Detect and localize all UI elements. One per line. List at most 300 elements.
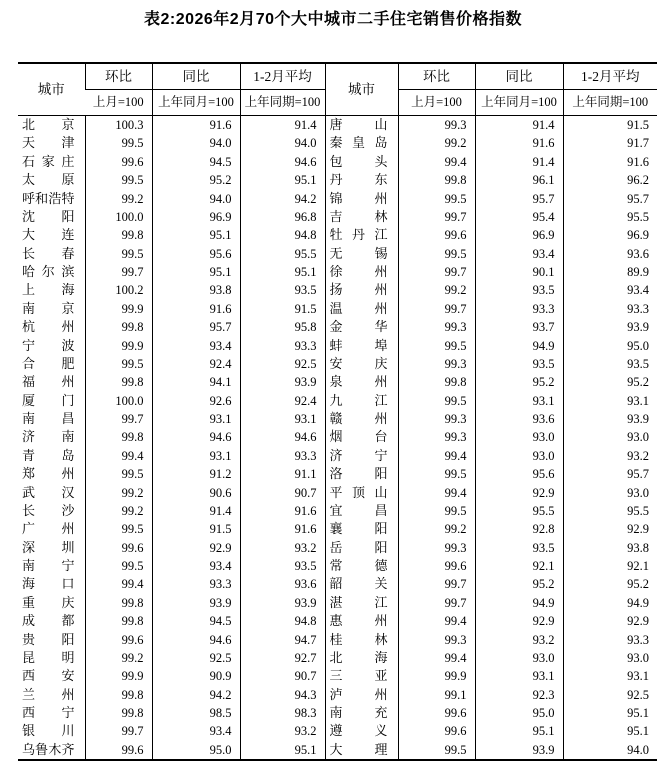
city-cell-right: 遵义 (325, 722, 398, 740)
mom-value-right: 99.3 (398, 116, 475, 135)
yoy-value-left: 94.0 (152, 190, 240, 208)
table-row (18, 134, 657, 152)
city-cell-left: 合肥 (22, 355, 75, 371)
avg-value-right: 96.9 (563, 226, 657, 244)
mom-value-right: 99.4 (398, 153, 475, 171)
avg-value-left: 90.7 (240, 667, 325, 685)
mom-value-left: 100.2 (85, 281, 152, 299)
avg-value-left: 93.9 (240, 373, 325, 391)
table-row (18, 447, 657, 465)
header-yoy-base-left: 上年同月=100 (152, 90, 240, 116)
mom-value-right: 99.8 (398, 171, 475, 189)
city-cell-right: 桂林 (325, 631, 398, 649)
avg-value-right: 93.1 (563, 392, 657, 410)
yoy-value-right: 95.2 (475, 373, 563, 391)
mom-value-right: 99.2 (398, 281, 475, 299)
yoy-value-left: 95.1 (152, 226, 240, 244)
mom-value-left: 99.9 (85, 667, 152, 685)
city-cell-right: 泉州 (325, 373, 398, 391)
avg-value-right: 93.6 (563, 245, 657, 263)
avg-value-right: 93.0 (563, 428, 657, 446)
yoy-value-right: 95.7 (475, 190, 563, 208)
avg-value-left: 95.5 (240, 245, 325, 263)
avg-value-right: 95.2 (563, 373, 657, 391)
city-cell-right: 扬州 (325, 281, 398, 299)
avg-value-right: 93.3 (563, 300, 657, 318)
city-cell-left: 长春 (22, 245, 75, 261)
city-cell-left: 乌鲁木齐 (22, 741, 75, 757)
mom-value-left: 100.3 (85, 116, 152, 135)
avg-value-left: 98.3 (240, 704, 325, 722)
city-cell-right: 宜昌 (325, 502, 398, 520)
city-cell-left: 南宁 (22, 558, 75, 573)
yoy-value-right: 92.9 (475, 484, 563, 502)
table-row (18, 337, 657, 355)
mom-value-left: 99.8 (85, 686, 152, 704)
avg-value-right: 96.2 (563, 171, 657, 189)
avg-value-left: 93.6 (240, 575, 325, 593)
avg-value-left: 93.2 (240, 539, 325, 557)
avg-value-right: 93.8 (563, 539, 657, 557)
yoy-value-left: 95.6 (152, 245, 240, 263)
city-cell-right: 牡丹江 (325, 226, 398, 244)
city-cell-right: 秦皇岛 (325, 134, 398, 152)
yoy-value-right: 93.9 (475, 741, 563, 760)
yoy-value-right: 93.5 (475, 355, 563, 373)
city-cell-right: 丹东 (325, 171, 398, 189)
table-row (18, 171, 657, 189)
city-cell-left: 海口 (22, 576, 75, 592)
city-cell-left: 宁波 (22, 337, 75, 353)
yoy-value-right: 95.1 (475, 722, 563, 740)
mom-value-left: 99.2 (85, 502, 152, 520)
city-cell-left: 深圳 (22, 539, 75, 555)
yoy-value-left: 93.1 (152, 447, 240, 465)
city-cell-right: 烟台 (325, 428, 398, 446)
mom-value-right: 99.6 (398, 722, 475, 740)
avg-value-right: 92.1 (563, 557, 657, 575)
avg-value-left: 91.6 (240, 520, 325, 538)
avg-value-right: 91.6 (563, 153, 657, 171)
yoy-value-left: 93.4 (152, 337, 240, 355)
header-avg-right: 1-2月平均 (563, 63, 657, 90)
avg-value-left: 93.9 (240, 594, 325, 612)
avg-value-left: 92.7 (240, 649, 325, 667)
table-row (18, 116, 657, 135)
city-cell-left: 广州 (22, 521, 75, 537)
avg-value-left: 92.4 (240, 392, 325, 410)
yoy-value-right: 93.6 (475, 410, 563, 428)
city-cell-left: 南京 (22, 300, 75, 316)
yoy-value-left: 93.1 (152, 410, 240, 428)
yoy-value-left: 92.5 (152, 649, 240, 667)
city-cell-right: 泸州 (325, 686, 398, 704)
avg-value-left: 91.5 (240, 300, 325, 318)
avg-value-left: 93.3 (240, 337, 325, 355)
city-cell-right: 大理 (325, 741, 398, 760)
city-cell-left: 呼和浩特 (22, 190, 75, 206)
mom-value-right: 99.3 (398, 410, 475, 428)
city-cell-left: 长沙 (22, 502, 75, 518)
mom-value-left: 99.8 (85, 428, 152, 446)
city-cell-right: 金华 (325, 318, 398, 336)
table-row (18, 153, 657, 171)
yoy-value-right: 90.1 (475, 263, 563, 281)
table-row (18, 539, 657, 557)
city-cell-right: 惠州 (325, 612, 398, 630)
city-cell-right: 九江 (325, 392, 398, 410)
mom-value-right: 99.5 (398, 337, 475, 355)
header-yoy-left: 同比 (152, 63, 240, 90)
city-cell-left: 昆明 (22, 649, 75, 665)
table-row (18, 594, 657, 612)
header-yoy-base-right: 上年同月=100 (475, 90, 563, 116)
mom-value-right: 99.3 (398, 539, 475, 557)
city-cell-left: 北京 (18, 116, 85, 135)
price-index-table (18, 62, 657, 761)
city-cell-right: 常德 (325, 557, 398, 575)
mom-value-right: 99.8 (398, 373, 475, 391)
mom-value-right: 99.7 (398, 300, 475, 318)
yoy-value-left: 92.6 (152, 392, 240, 410)
city-cell-left: 西宁 (22, 705, 75, 720)
city-cell-left: 成都 (22, 613, 75, 629)
yoy-value-left: 93.3 (152, 575, 240, 593)
table-row (18, 318, 657, 336)
yoy-value-right: 93.5 (475, 281, 563, 299)
yoy-value-right: 91.4 (475, 116, 563, 135)
city-cell-right: 徐州 (325, 263, 398, 281)
yoy-value-right: 93.7 (475, 318, 563, 336)
yoy-value-left: 95.2 (152, 171, 240, 189)
city-cell-right: 济宁 (325, 447, 398, 465)
city-cell-right: 蚌埠 (325, 337, 398, 355)
yoy-value-left: 92.4 (152, 355, 240, 373)
yoy-value-right: 94.9 (475, 594, 563, 612)
city-cell-right: 安庆 (325, 355, 398, 373)
city-cell-left: 银川 (22, 723, 75, 739)
yoy-value-right: 96.9 (475, 226, 563, 244)
table-row (18, 575, 657, 593)
header-city-right: 城市 (325, 63, 398, 116)
yoy-value-left: 90.6 (152, 484, 240, 502)
mom-value-right: 99.5 (398, 245, 475, 263)
mom-value-right: 99.6 (398, 704, 475, 722)
yoy-value-right: 93.3 (475, 300, 563, 318)
table-row (18, 612, 657, 630)
city-cell-left: 太原 (22, 172, 75, 188)
city-cell-right: 韶关 (325, 575, 398, 593)
table-row (18, 428, 657, 446)
yoy-value-right: 91.4 (475, 153, 563, 171)
table-row (18, 741, 657, 760)
avg-value-left: 94.3 (240, 686, 325, 704)
city-cell-right: 岳阳 (325, 539, 398, 557)
yoy-value-right: 95.4 (475, 208, 563, 226)
city-cell-left: 哈尔滨 (22, 264, 75, 279)
city-cell-right: 北海 (325, 649, 398, 667)
city-cell-right: 洛阳 (325, 465, 398, 483)
avg-value-left: 91.6 (240, 502, 325, 520)
table-row (18, 631, 657, 649)
header-mom-left: 环比 (85, 63, 152, 90)
yoy-value-left: 91.6 (152, 300, 240, 318)
yoy-value-left: 94.5 (152, 612, 240, 630)
table-header (18, 63, 657, 116)
yoy-value-right: 92.8 (475, 520, 563, 538)
mom-value-right: 99.7 (398, 263, 475, 281)
city-cell-right: 南充 (325, 704, 398, 722)
table-row (18, 520, 657, 538)
mom-value-left: 99.2 (85, 649, 152, 667)
table-row (18, 245, 657, 263)
city-cell-left: 沈阳 (22, 208, 75, 224)
mom-value-right: 99.3 (398, 318, 475, 336)
avg-value-left: 94.6 (240, 153, 325, 171)
mom-value-right: 99.7 (398, 575, 475, 593)
mom-value-left: 99.8 (85, 704, 152, 722)
city-cell-left: 重庆 (22, 594, 75, 610)
yoy-value-left: 98.5 (152, 704, 240, 722)
yoy-value-left: 94.0 (152, 134, 240, 152)
avg-value-right: 95.5 (563, 208, 657, 226)
mom-value-right: 99.5 (398, 392, 475, 410)
yoy-value-left: 93.8 (152, 281, 240, 299)
city-cell-right: 襄阳 (325, 520, 398, 538)
avg-value-right: 94.9 (563, 594, 657, 612)
yoy-value-left: 95.1 (152, 263, 240, 281)
yoy-value-right: 93.4 (475, 245, 563, 263)
mom-value-right: 99.5 (398, 502, 475, 520)
table-row (18, 484, 657, 502)
header-avg-base-left: 上年同期=100 (240, 90, 325, 116)
city-cell-right: 锦州 (325, 190, 398, 208)
yoy-value-right: 93.2 (475, 631, 563, 649)
table-row (18, 667, 657, 685)
city-cell-left: 石家庄 (22, 153, 75, 169)
mom-value-right: 99.5 (398, 190, 475, 208)
mom-value-right: 99.9 (398, 667, 475, 685)
mom-value-left: 99.6 (85, 153, 152, 171)
table-row (18, 722, 657, 740)
yoy-value-left: 94.5 (152, 153, 240, 171)
city-cell-left: 贵阳 (22, 631, 75, 647)
avg-value-left: 94.8 (240, 612, 325, 630)
avg-value-left: 94.6 (240, 428, 325, 446)
mom-value-left: 99.4 (85, 575, 152, 593)
avg-value-right: 95.0 (563, 337, 657, 355)
mom-value-left: 99.6 (85, 631, 152, 649)
mom-value-left: 99.8 (85, 612, 152, 630)
avg-value-right: 95.1 (563, 704, 657, 722)
mom-value-left: 99.7 (85, 263, 152, 281)
avg-value-left: 93.5 (240, 557, 325, 575)
avg-value-right: 93.4 (563, 281, 657, 299)
mom-value-left: 99.8 (85, 318, 152, 336)
avg-value-right: 92.9 (563, 520, 657, 538)
table-row (18, 281, 657, 299)
avg-value-right: 91.5 (563, 116, 657, 135)
avg-value-left: 94.7 (240, 631, 325, 649)
mom-value-left: 100.0 (85, 392, 152, 410)
yoy-value-right: 93.1 (475, 667, 563, 685)
avg-value-right: 92.5 (563, 686, 657, 704)
mom-value-right: 99.2 (398, 520, 475, 538)
mom-value-left: 100.0 (85, 208, 152, 226)
yoy-value-right: 94.9 (475, 337, 563, 355)
city-cell-right: 赣州 (325, 410, 398, 428)
mom-value-right: 99.7 (398, 594, 475, 612)
mom-value-right: 99.2 (398, 134, 475, 152)
yoy-value-right: 92.3 (475, 686, 563, 704)
avg-value-right: 93.0 (563, 484, 657, 502)
city-cell-left: 杭州 (22, 319, 75, 335)
mom-value-left: 99.6 (85, 539, 152, 557)
mom-value-left: 99.7 (85, 410, 152, 428)
city-cell-right: 包头 (325, 153, 398, 171)
mom-value-left: 99.5 (85, 171, 152, 189)
avg-value-right: 93.1 (563, 667, 657, 685)
table-row (18, 392, 657, 410)
mom-value-left: 99.5 (85, 465, 152, 483)
city-cell-left: 西安 (22, 668, 75, 684)
yoy-value-left: 94.2 (152, 686, 240, 704)
mom-value-right: 99.6 (398, 226, 475, 244)
header-city-left: 城市 (37, 82, 65, 97)
yoy-value-left: 93.4 (152, 722, 240, 740)
mom-value-left: 99.9 (85, 300, 152, 318)
mom-value-left: 99.8 (85, 226, 152, 244)
avg-value-left: 95.8 (240, 318, 325, 336)
city-cell-left: 青岛 (22, 447, 75, 463)
city-cell-left: 济南 (22, 429, 75, 445)
header-mom-base-left: 上月=100 (92, 95, 144, 109)
avg-value-left: 96.8 (240, 208, 325, 226)
mom-value-left: 99.5 (85, 355, 152, 373)
city-cell-left: 上海 (22, 282, 75, 298)
avg-value-right: 95.2 (563, 575, 657, 593)
city-cell-right: 温州 (325, 300, 398, 318)
avg-value-left: 94.0 (240, 134, 325, 152)
mom-value-right: 99.5 (398, 465, 475, 483)
yoy-value-right: 95.6 (475, 465, 563, 483)
mom-value-left: 99.2 (85, 190, 152, 208)
mom-value-right: 99.6 (398, 557, 475, 575)
mom-value-left: 99.5 (85, 520, 152, 538)
yoy-value-right: 93.0 (475, 428, 563, 446)
yoy-value-left: 91.4 (152, 502, 240, 520)
yoy-value-left: 92.9 (152, 539, 240, 557)
table-row (18, 686, 657, 704)
city-cell-left: 大连 (22, 227, 75, 243)
mom-value-right: 99.1 (398, 686, 475, 704)
mom-value-left: 99.7 (85, 722, 152, 740)
city-cell-left: 武汉 (22, 484, 75, 500)
avg-value-right: 92.9 (563, 612, 657, 630)
table-body (18, 116, 657, 761)
mom-value-left: 99.5 (85, 134, 152, 152)
yoy-value-right: 93.1 (475, 392, 563, 410)
header-mom-base-right: 上月=100 (398, 90, 475, 116)
yoy-value-left: 94.6 (152, 631, 240, 649)
table-row (18, 465, 657, 483)
mom-value-left: 99.5 (85, 557, 152, 575)
city-cell-right: 无锡 (325, 245, 398, 263)
avg-value-right: 93.0 (563, 649, 657, 667)
table-row (18, 226, 657, 244)
header-mom-right: 环比 (398, 63, 475, 90)
yoy-value-left: 94.1 (152, 373, 240, 391)
avg-value-left: 94.2 (240, 190, 325, 208)
avg-value-right: 95.7 (563, 465, 657, 483)
yoy-value-left: 91.5 (152, 520, 240, 538)
yoy-value-left: 95.0 (152, 741, 240, 760)
city-cell-right: 湛江 (325, 594, 398, 612)
avg-value-right: 95.5 (563, 502, 657, 520)
mom-value-right: 99.3 (398, 631, 475, 649)
header-yoy-right: 同比 (475, 63, 563, 90)
mom-value-left: 99.2 (85, 484, 152, 502)
avg-value-right: 93.9 (563, 318, 657, 336)
avg-value-right: 93.2 (563, 447, 657, 465)
mom-value-right: 99.3 (398, 355, 475, 373)
yoy-value-right: 92.1 (475, 557, 563, 575)
yoy-value-right: 92.9 (475, 612, 563, 630)
city-cell-left: 兰州 (22, 686, 75, 702)
mom-value-left: 99.6 (85, 741, 152, 760)
city-cell-left: 天津 (22, 135, 75, 151)
city-cell-left: 福州 (22, 374, 75, 390)
city-cell-left: 厦门 (22, 392, 75, 408)
mom-value-right: 99.7 (398, 208, 475, 226)
avg-value-left: 95.1 (240, 263, 325, 281)
yoy-value-left: 91.2 (152, 465, 240, 483)
avg-value-right: 94.0 (563, 741, 657, 760)
table-row (18, 263, 657, 281)
table-row (18, 704, 657, 722)
page-title: 表2:2026年2月70个大中城市二手住宅销售价格指数 (143, 11, 523, 28)
yoy-value-right: 91.6 (475, 134, 563, 152)
yoy-value-right: 96.1 (475, 171, 563, 189)
mom-value-left: 99.8 (85, 594, 152, 612)
yoy-value-right: 93.5 (475, 539, 563, 557)
table-row (18, 649, 657, 667)
mom-value-right: 99.5 (398, 741, 475, 760)
table-row (18, 300, 657, 318)
table-row (18, 410, 657, 428)
table-row (18, 355, 657, 373)
header-avg-base-right: 上年同期=100 (563, 90, 657, 116)
yoy-value-left: 95.7 (152, 318, 240, 336)
avg-value-left: 90.7 (240, 484, 325, 502)
city-cell-right: 吉林 (325, 208, 398, 226)
avg-value-right: 93.9 (563, 410, 657, 428)
yoy-value-right: 95.5 (475, 502, 563, 520)
table-row (18, 190, 657, 208)
avg-value-right: 91.7 (563, 134, 657, 152)
table-row (18, 373, 657, 391)
yoy-value-right: 93.0 (475, 649, 563, 667)
city-cell-right: 平顶山 (325, 484, 398, 502)
mom-value-right: 99.4 (398, 649, 475, 667)
table-row (18, 208, 657, 226)
yoy-value-left: 93.9 (152, 594, 240, 612)
mom-value-left: 99.8 (85, 373, 152, 391)
avg-value-right: 95.1 (563, 722, 657, 740)
mom-value-left: 99.9 (85, 337, 152, 355)
yoy-value-right: 95.0 (475, 704, 563, 722)
city-cell-left: 南昌 (22, 411, 75, 426)
